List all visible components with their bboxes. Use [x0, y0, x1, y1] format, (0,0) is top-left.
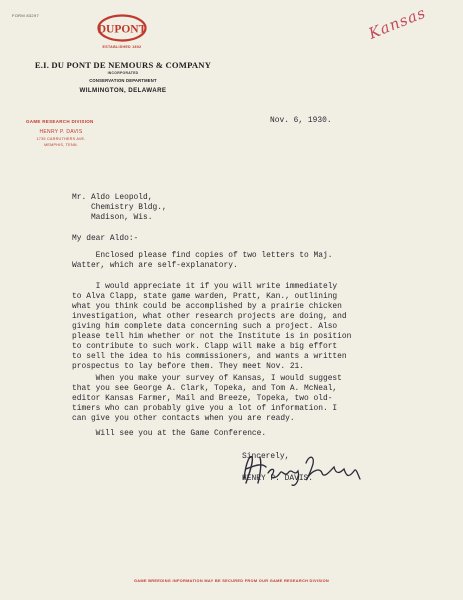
recipient-address: Mr. Aldo Leopold, Chemistry Bldg., Madison, Wis.	[72, 193, 167, 222]
handwritten-signature	[236, 449, 366, 491]
division-person: HENRY P. DAVIS	[39, 129, 83, 135]
paragraph-3: When you make your survey of Kansas, I would suggest that you see George A. Clark, Topeka, and Tom A. McNeal, editor Kansas Farmer, Mail and Breeze, Topeka, two old- timers who can probably give you a lot of information. I can give you other contacts when you are ready.	[72, 374, 342, 423]
division-address-street: 1735 CARRUTHERS AVE.	[36, 137, 86, 141]
incorporated-label: INCORPORATED	[107, 71, 139, 75]
company-name: E.I. DU PONT DE NEMOURS & COMPANY	[34, 60, 212, 70]
footer-note: GAME BREEDING INFORMATION MAY BE SECURED FROM OUR GAME RESEARCH DIVISION	[133, 578, 330, 583]
salutation: My dear Aldo:-	[72, 234, 139, 243]
division-name: GAME RESEARCH DIVISION	[26, 119, 94, 124]
closing: Sincerely,	[242, 452, 290, 461]
division-address-city: MEMPHIS, TENN.	[44, 143, 78, 147]
handwritten-kansas-note: Kansas	[366, 3, 429, 43]
dupont-oval-logo	[97, 14, 147, 42]
department-name: CONSERVATION DEPARTMENT	[89, 78, 157, 83]
paragraph-2: I would appreciate it if you will write immediately to Alva Clapp, state game warden, Pratt, Kan., outlining what you think could be accomplished by a prairie chicken investigation, what other research projects are doing, and giving him complete data concerning such a project. Also please tell him whether or not the Institute is in position to contribute to such work. Clapp will make a big effort to sell the idea to his commissioners, and wants a written prospectus to lay before them. They meet Nov. 21.	[72, 282, 352, 371]
established-line: ESTABLISHED 1802	[102, 45, 142, 49]
signature-typed-name: HENRY P. DAVIS.	[242, 474, 314, 483]
paragraph-4: Will see you at the Game Conference.	[72, 429, 267, 438]
company-city: WILMINGTON, DELAWARE	[79, 87, 167, 94]
paragraph-1: Enclosed please find copies of two letters to Maj. Watter, which are self-explanatory.	[72, 251, 333, 270]
form-number: FORM 83297	[12, 13, 40, 18]
letter-date: Nov. 6, 1930.	[270, 116, 332, 125]
logo-text: DUPONT	[97, 23, 147, 36]
